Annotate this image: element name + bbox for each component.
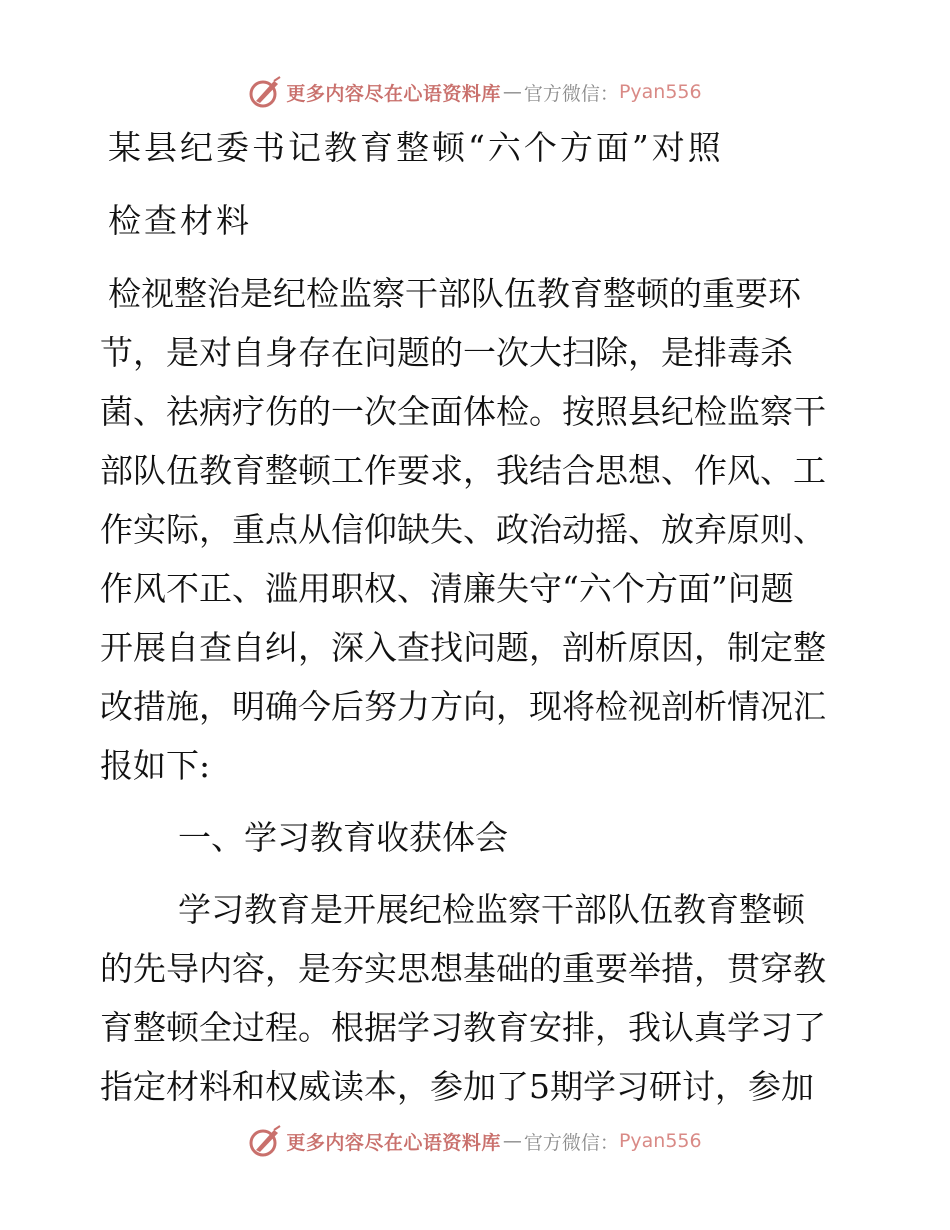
watermark-official-label: 官方微信： — [523, 1131, 619, 1154]
watermark-dash: — — [502, 1130, 522, 1152]
body-line: 菌、祛病疗伤的一次全面体检。按照县纪检监察干 — [100, 392, 826, 431]
document-title-line-2: 检查材料 — [108, 201, 252, 240]
body-line: 节，是对自身存在问题的一次大扫除，是排毒杀 — [100, 333, 793, 372]
feather-pen-logo-icon — [248, 75, 282, 109]
watermark-wechat-id: Pyan556 — [618, 1130, 702, 1152]
watermark-wechat-id: Pyan556 — [618, 81, 702, 103]
watermark-site-text: 更多内容尽在心语资料库 — [286, 82, 501, 105]
body-line: 部队伍教育整顿工作要求，我结合思想、作风、工 — [100, 451, 826, 490]
section-line: 学习教育是开展纪检监察干部队伍教育整顿 — [178, 890, 805, 929]
body-line: 改措施，明确今后努力方向，现将检视剖析情况汇 — [100, 687, 826, 726]
watermark-official-label: 官方微信： — [523, 82, 619, 105]
watermark-site-text: 更多内容尽在心语资料库 — [286, 1131, 501, 1154]
body-line: 报如下: — [100, 746, 211, 785]
section-line: 的先导内容，是夯实思想基础的重要举措，贯穿教 — [100, 949, 826, 988]
body-line: 作实际，重点从信仰缺失、政治动摇、放弃原则、 — [100, 510, 826, 549]
body-line: 检视整治是纪检监察干部队伍教育整顿的重要环 — [108, 274, 801, 313]
document-title-line-1: 某县纪委书记教育整顿“六个方面”对照 — [108, 128, 724, 167]
section-line: 指定材料和权威读本，参加了5期学习研讨，参加 — [100, 1067, 814, 1106]
body-line: 开展自查自纠，深入查找问题，剖析原因，制定整 — [100, 628, 826, 667]
feather-pen-logo-icon — [248, 1124, 282, 1158]
section-line: 育整顿全过程。根据学习教育安排，我认真学习了 — [100, 1008, 826, 1047]
section-heading: 一、学习教育收获体会 — [178, 818, 508, 857]
body-line: 作风不正、滥用职权、清廉失守“六个方面”问题 — [100, 569, 794, 608]
footer-watermark — [0, 1121, 950, 1161]
header-watermark — [0, 72, 950, 112]
watermark-dash: — — [502, 81, 522, 103]
